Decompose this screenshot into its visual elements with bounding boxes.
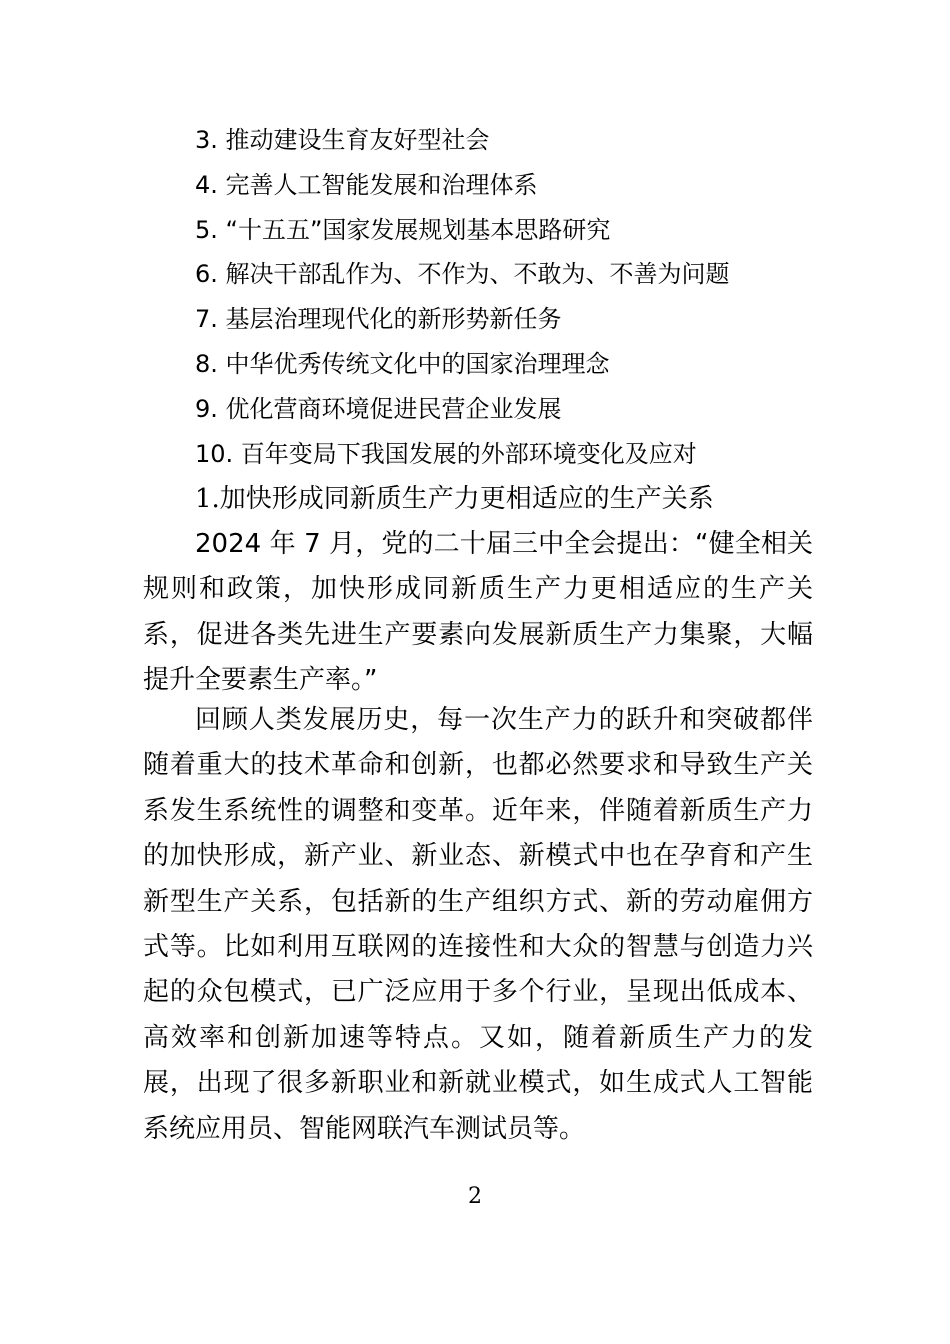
list-item: 4. 完善人工智能发展和治理体系: [195, 170, 538, 199]
section-heading: 1.加快形成同新质生产力更相适应的生产关系: [195, 484, 714, 514]
list-item: 7. 基层治理现代化的新形势新任务: [195, 305, 562, 334]
list-item: 10. 百年变局下我国发展的外部环境变化及应对: [195, 439, 697, 468]
body-paragraph: 2024 年 7 月，党的二十届三中全会提出：“健全相关规则和政策，加快形成同新质生产力更相适应的生产关系，促进各类先进生产要素向发展新质生产力集聚，大幅提升全要素生产率。”: [143, 529, 813, 696]
list-item: 5. “十五五”国家发展规划基本思路研究: [195, 215, 611, 244]
body-paragraph: 回顾人类发展历史，每一次生产力的跃升和突破都伴随着重大的技术革命和创新，也都必然要求和导致生产关系发生系统性的调整和变革。近年来，伴随着新质生产力的加快形成，新产业、新业态、新模式中也在孕育和产生新型生产关系，包括新的生产组织方式、新的劳动雇佣方式等。比如利用互联网的连接性和大众的智慧与创造力兴起的众包模式，已广泛应用于多个行业，呈现出低成本、高效率和创新加速等特点。又如，随着新质生产力的发展，出现了很多新职业和新就业模式，如生成式人工智能系统应用员、智能网联汽车测试员等。: [143, 705, 813, 1144]
list-item: 3. 推动建设生育友好型社会: [195, 126, 490, 154]
list-item: 8. 中华优秀传统文化中的国家治理理念: [195, 349, 610, 378]
topic-list: [195, 118, 835, 476]
list-item: 9. 优化营商环境促进民营企业发展: [195, 394, 562, 423]
page-number: 2: [468, 1184, 482, 1209]
list-item: 6. 解决干部乱作为、不作为、不敢为、不善为问题: [195, 260, 730, 289]
